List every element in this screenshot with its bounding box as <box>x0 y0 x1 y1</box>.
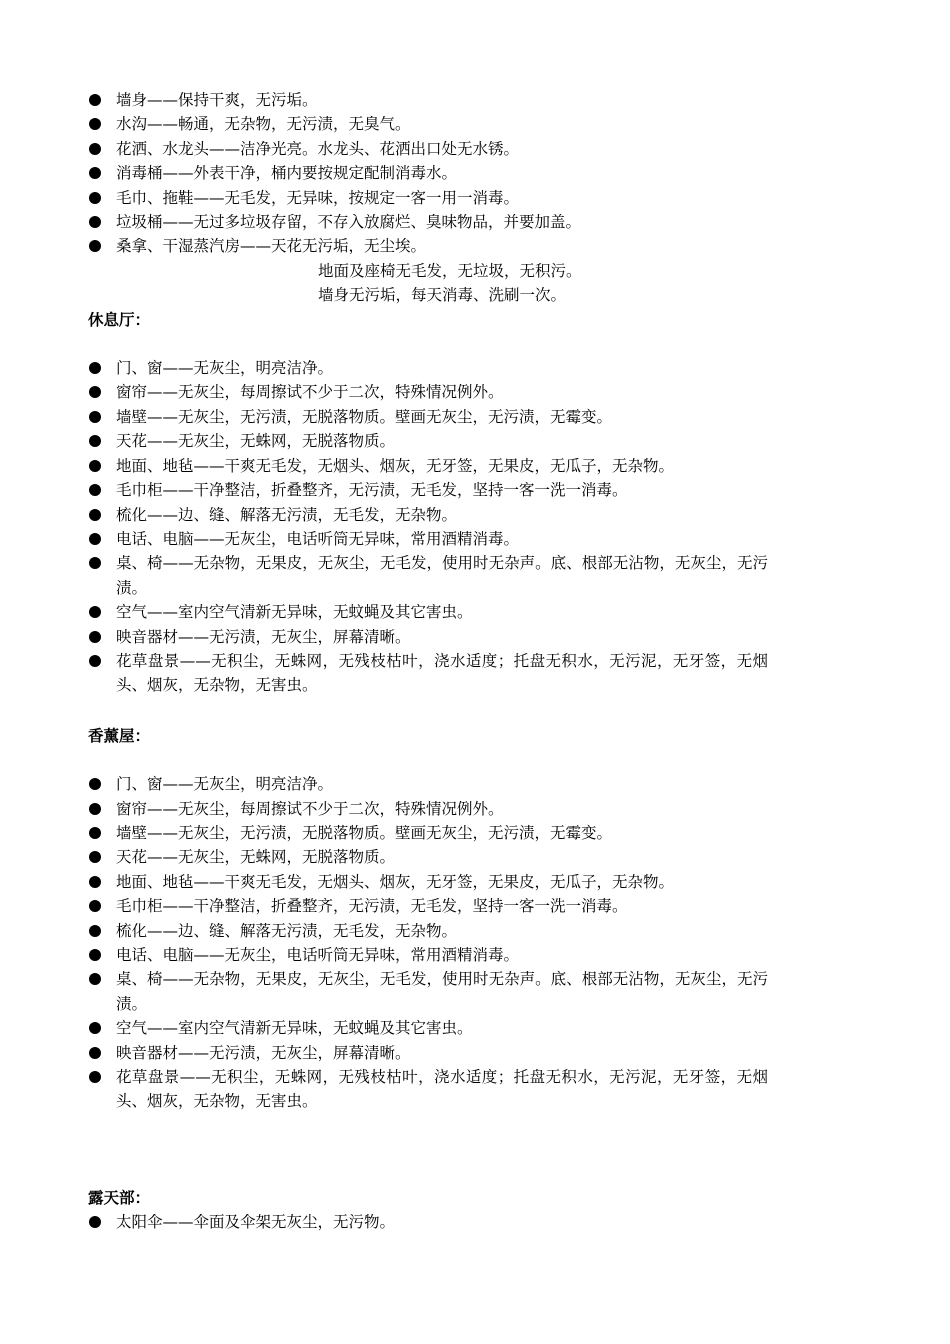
bullet-icon <box>89 192 101 204</box>
bullet-icon <box>89 460 101 472</box>
list-item: 垃圾桶——无过多垃圾存留，不存入放腐烂、臭味物品，并要加盖。 <box>88 210 768 234</box>
bullet-icon <box>89 362 101 374</box>
list-item: 墙壁——无灰尘，无污渍，无脱落物质。壁画无灰尘，无污渍，无霉变。 <box>88 821 768 845</box>
list-item: 花草盘景——无积尘，无蛛网，无残枝枯叶，浇水适度；托盘无积水，无污泥，无牙签，无烟头、烟灰，无杂物，无害虫。 <box>88 1065 768 1114</box>
bullet-icon <box>89 386 101 398</box>
list-item: 地面、地毡——干爽无毛发，无烟头、烟灰，无牙签，无果皮，无瓜子，无杂物。 <box>88 870 768 894</box>
bullet-icon <box>89 655 101 667</box>
bullet-icon <box>89 827 101 839</box>
list-item: 毛巾柜——干净整洁，折叠整齐，无污渍，无毛发，坚持一客一洗一消毒。 <box>88 894 768 918</box>
list-item: 毛巾、拖鞋——无毛发，无异味，按规定一客一用一消毒。 <box>88 186 768 210</box>
bullet-icon <box>89 240 101 252</box>
list-item: 梳化——边、缝、解落无污渍，无毛发，无杂物。 <box>88 919 768 943</box>
list-item: 花草盘景——无积尘，无蛛网，无残枝枯叶，浇水适度；托盘无积水，无污泥，无牙签，无烟头、烟灰，无杂物，无害虫。 <box>88 649 768 698</box>
bullet-icon <box>89 557 101 569</box>
bullet-icon <box>89 631 101 643</box>
list-item: 太阳伞——伞面及伞架无灰尘，无污物。 <box>88 1210 768 1234</box>
bullet-icon <box>89 484 101 496</box>
list-item: 门、窗——无灰尘，明亮洁净。 <box>88 772 768 796</box>
bullet-icon <box>89 143 101 155</box>
bullet-icon <box>89 533 101 545</box>
bullet-icon <box>89 876 101 888</box>
bullet-icon <box>89 216 101 228</box>
bullet-icon <box>89 167 101 179</box>
outdoor-list <box>88 1210 768 1234</box>
bullet-icon <box>89 949 101 961</box>
bullet-icon <box>89 411 101 423</box>
list-item: 梳化——边、缝、解落无污渍，无毛发，无杂物。 <box>88 503 768 527</box>
bullet-icon <box>89 778 101 790</box>
list-item: 天花——无灰尘，无蛛网，无脱落物质。 <box>88 845 768 869</box>
bullet-icon <box>89 925 101 937</box>
list-item: 水沟——畅通，无杂物，无污渍，无臭气。 <box>88 112 768 136</box>
bullet-icon <box>89 606 101 618</box>
list-item: 桌、椅——无杂物，无果皮，无灰尘，无毛发，使用时无杂声。底、根部无沾物，无灰尘，无污渍。 <box>88 551 768 600</box>
list-item: 映音器材——无污渍，无灰尘，屏幕清晰。 <box>88 1041 768 1065</box>
bullet-icon <box>89 118 101 130</box>
section-heading-aroma: 香薰屋： <box>88 725 151 745</box>
continuation-line: 墙身无污垢，每天消毒、洗刷一次。 <box>318 286 567 305</box>
list-item: 墙身——保持干爽，无污垢。 <box>88 88 768 112</box>
aroma-list <box>88 772 768 1114</box>
list-item: 消毒桶——外表干净，桶内要按规定配制消毒水。 <box>88 161 768 185</box>
section-heading-outdoor: 露天部： <box>88 1187 151 1207</box>
list-item: 门、窗——无灰尘，明亮洁净。 <box>88 356 768 380</box>
list-item: 空气——室内空气清新无异味，无蚊蝇及其它害虫。 <box>88 600 768 624</box>
list-item: 墙壁——无灰尘，无污渍，无脱落物质。壁画无灰尘，无污渍，无霉变。 <box>88 405 768 429</box>
bullet-icon <box>89 94 101 106</box>
document-content <box>88 88 768 1235</box>
bullet-icon <box>89 1071 101 1083</box>
bullet-icon <box>89 1216 101 1228</box>
list-item: 窗帘——无灰尘，每周擦试不少于二次，特殊情况例外。 <box>88 380 768 404</box>
bullet-icon <box>89 1022 101 1034</box>
list-item: 空气——室内空气清新无异味，无蚊蝇及其它害虫。 <box>88 1016 768 1040</box>
intro-list <box>88 88 768 308</box>
bullet-icon <box>89 803 101 815</box>
continuation-line: 地面及座椅无毛发，无垃圾，无积污。 <box>318 261 582 280</box>
list-item: 电话、电脑——无灰尘，电话听筒无异味，常用酒精消毒。 <box>88 527 768 551</box>
list-item: 映音器材——无污渍，无灰尘，屏幕清晰。 <box>88 625 768 649</box>
bullet-icon <box>89 973 101 985</box>
list-item: 电话、电脑——无灰尘，电话听筒无异味，常用酒精消毒。 <box>88 943 768 967</box>
bullet-icon <box>89 435 101 447</box>
list-item: 桌、椅——无杂物，无果皮，无灰尘，无毛发，使用时无杂声。底、根部无沾物，无灰尘，无污渍。 <box>88 967 768 1016</box>
list-item: 花洒、水龙头——洁净光亮。水龙头、花洒出口处无水锈。 <box>88 137 768 161</box>
list-item: 桑拿、干湿蒸汽房——天花无污垢，无尘埃。 <box>88 234 768 258</box>
section-heading-lounge: 休息厅： <box>88 309 151 329</box>
bullet-icon <box>89 900 101 912</box>
list-item: 天花——无灰尘，无蛛网，无脱落物质。 <box>88 429 768 453</box>
lounge-list <box>88 356 768 698</box>
list-item: 毛巾柜——干净整洁，折叠整齐，无污渍，无毛发，坚持一客一洗一消毒。 <box>88 478 768 502</box>
bullet-icon <box>89 851 101 863</box>
list-item: 窗帘——无灰尘，每周擦试不少于二次，特殊情况例外。 <box>88 797 768 821</box>
bullet-icon <box>89 1047 101 1059</box>
list-item: 地面、地毡——干爽无毛发，无烟头、烟灰，无牙签，无果皮，无瓜子，无杂物。 <box>88 454 768 478</box>
bullet-icon <box>89 509 101 521</box>
